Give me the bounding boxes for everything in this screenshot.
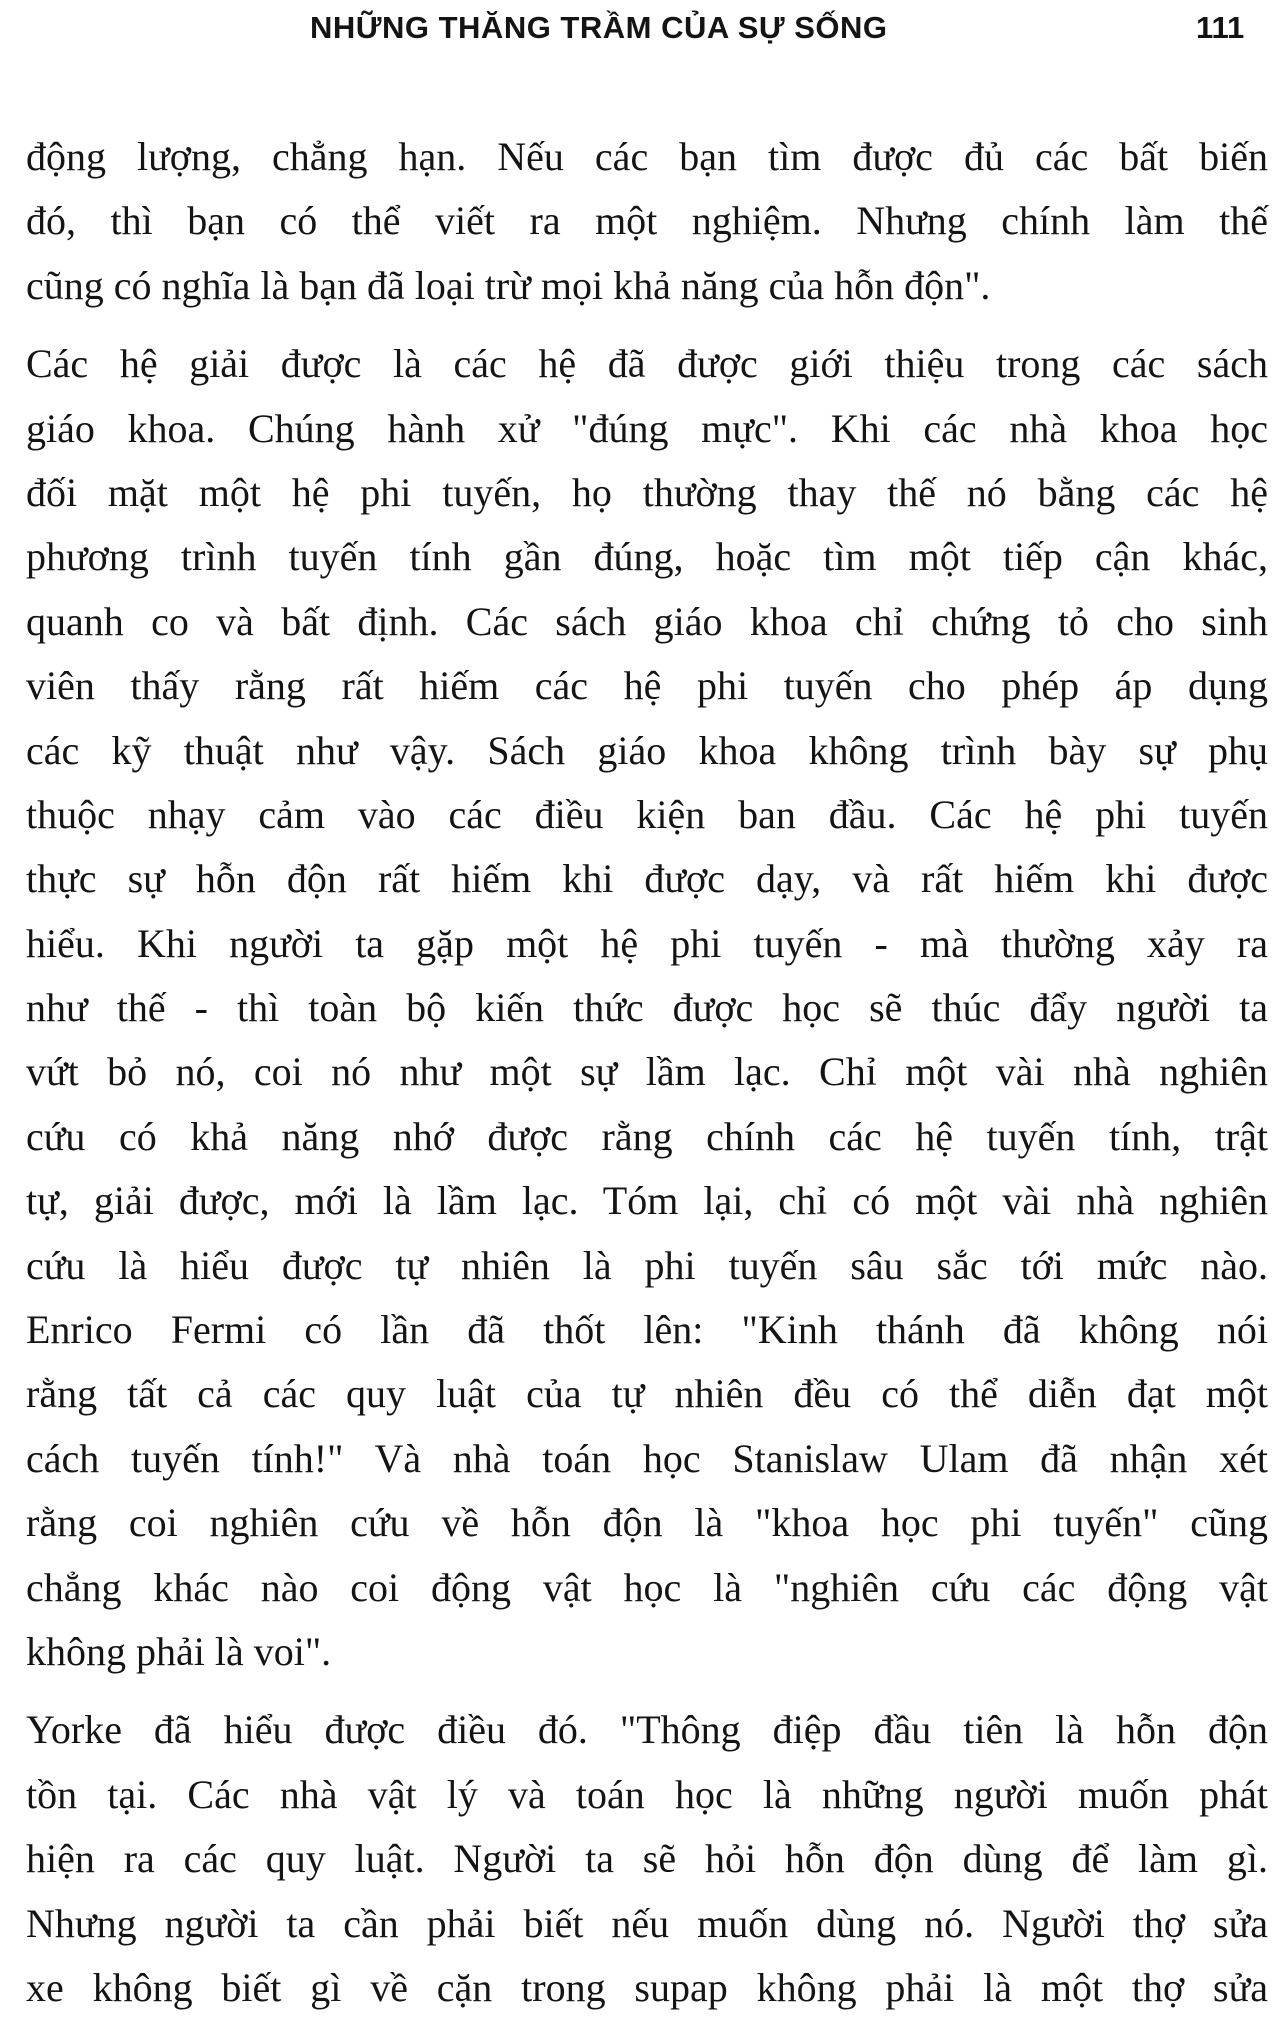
- text-line: tự, giải được, mới là lầm lạc. Tóm lại, chỉ có một vài nhà nghiên: [26, 1178, 1268, 1224]
- paragraph-3: [26, 1698, 1268, 2020]
- text-line: quanh co và bất định. Các sách giáo khoa chỉ chứng tỏ cho sinh: [26, 598, 1268, 644]
- text-line: các kỹ thuật như vậy. Sách giáo khoa không trình bày sự phụ: [26, 727, 1268, 773]
- text-line: rằng tất cả các quy luật của tự nhiên đều có thể diễn đạt một: [26, 1371, 1268, 1417]
- text-line: đối mặt một hệ phi tuyến, họ thường thay thế nó bằng các hệ: [26, 469, 1268, 515]
- text-line: không phải là voi".: [26, 1628, 332, 1674]
- text-line: đó, thì bạn có thể viết ra một nghiệm. Nhưng chính làm thế: [26, 198, 1268, 244]
- page-number: 111: [1196, 10, 1245, 45]
- paragraph-gap: [26, 1684, 1268, 1698]
- paragraph-1: [26, 125, 1268, 318]
- text-line: Các hệ giải được là các hệ đã được giới thiệu trong các sách: [26, 341, 1268, 387]
- text-line: cũng có nghĩa là bạn đã loại trừ mọi khả năng của hỗn độn".: [26, 262, 991, 308]
- text-line: phương trình tuyến tính gần đúng, hoặc tìm một tiếp cận khác,: [26, 534, 1268, 580]
- text-line: cách tuyến tính!" Và nhà toán học Stanislaw Ulam đã nhận xét: [26, 1435, 1268, 1481]
- body-text: [26, 125, 1268, 2020]
- paragraph-2: [26, 332, 1268, 1684]
- text-line: như thế - thì toàn bộ kiến thức được học sẽ thúc đẩy người ta: [26, 985, 1268, 1031]
- paragraph-gap: [26, 318, 1268, 332]
- text-line: viên thấy rằng rất hiếm các hệ phi tuyến cho phép áp dụng: [26, 663, 1268, 709]
- text-line: cứu là hiểu được tự nhiên là phi tuyến sâu sắc tới mức nào.: [26, 1242, 1268, 1288]
- text-line: động lượng, chẳng hạn. Nếu các bạn tìm được đủ các bất biến: [26, 134, 1268, 179]
- text-line: cứu có khả năng nhớ được rằng chính các hệ tuyến tính, trật: [26, 1113, 1268, 1159]
- text-line: hiểu. Khi người ta gặp một hệ phi tuyến - mà thường xảy ra: [26, 920, 1268, 966]
- text-line: tồn tại. Các nhà vật lý và toán học là những người muốn phát: [26, 1771, 1268, 1817]
- text-line: Enrico Fermi có lần đã thốt lên: "Kinh thánh đã không nói: [26, 1307, 1268, 1353]
- text-line: Yorke đã hiểu được điều đó. "Thông điệp đầu tiên là hỗn độn: [26, 1707, 1268, 1753]
- text-line: Nhưng người ta cần phải biết nếu muốn dùng nó. Người thợ sửa: [26, 1900, 1268, 1946]
- text-line: xe không biết gì về cặn trong supap không phải là một thợ sửa: [26, 1964, 1268, 2010]
- running-title: NHỮNG THĂNG TRẦM CỦA SỰ SỐNG: [310, 10, 888, 45]
- running-header: [0, 6, 1280, 50]
- text-line: rằng coi nghiên cứu về hỗn độn là "khoa học phi tuyến" cũng: [26, 1500, 1268, 1546]
- text-line: chẳng khác nào coi động vật học là "nghiên cứu các động vật: [26, 1564, 1268, 1610]
- text-line: thực sự hỗn độn rất hiếm khi được dạy, và rất hiếm khi được: [26, 856, 1268, 902]
- text-line: vứt bỏ nó, coi nó như một sự lầm lạc. Chỉ một vài nhà nghiên: [26, 1049, 1268, 1095]
- text-line: giáo khoa. Chúng hành xử "đúng mực". Khi các nhà khoa học: [26, 405, 1268, 451]
- text-line: hiện ra các quy luật. Người ta sẽ hỏi hỗn độn dùng để làm gì.: [26, 1836, 1268, 1882]
- text-line: thuộc nhạy cảm vào các điều kiện ban đầu. Các hệ phi tuyến: [26, 791, 1268, 837]
